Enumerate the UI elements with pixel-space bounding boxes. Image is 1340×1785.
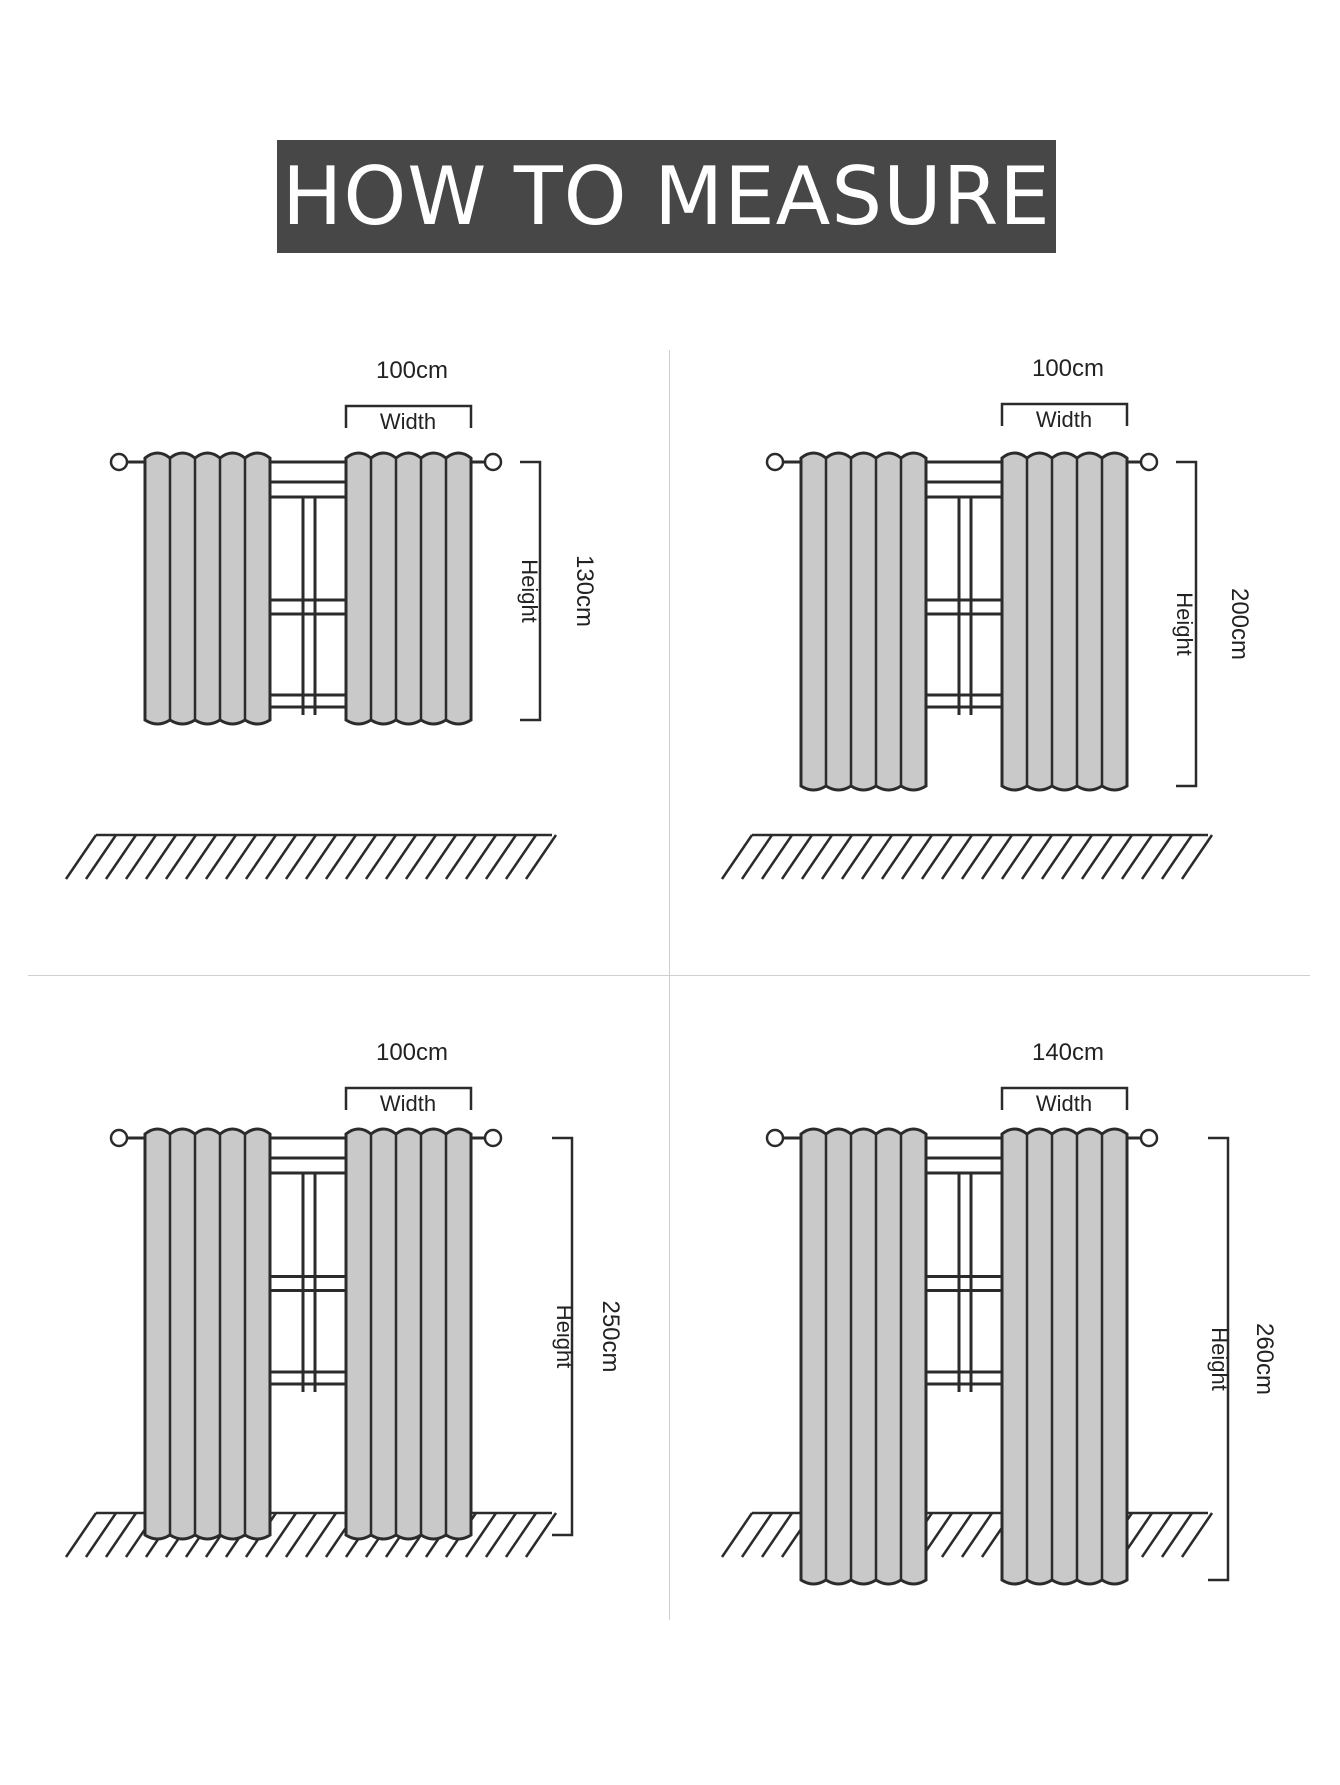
width-value: 100cm bbox=[375, 1039, 449, 1066]
floor-hatch bbox=[722, 1513, 1212, 1557]
width-value: 100cm bbox=[1031, 355, 1105, 382]
height-value: 250cm bbox=[597, 1300, 624, 1373]
rod-finial-right bbox=[485, 1130, 501, 1146]
curtain-left bbox=[145, 1129, 270, 1539]
curtain-left bbox=[801, 453, 926, 790]
curtain-right bbox=[1002, 453, 1127, 790]
width-label: Width bbox=[379, 1091, 437, 1116]
floor-hatch bbox=[66, 1513, 556, 1557]
curtain-right bbox=[1002, 1129, 1127, 1584]
curtain-left bbox=[145, 453, 270, 724]
rod-finial-left bbox=[767, 1130, 783, 1146]
curtain-panel-c bbox=[66, 1039, 624, 1557]
height-label: Height bbox=[1207, 1327, 1232, 1391]
window-frame bbox=[268, 1158, 350, 1392]
height-label: Height bbox=[1172, 592, 1197, 656]
width-label: Width bbox=[379, 409, 437, 434]
floor-hatch bbox=[66, 835, 556, 879]
rod-finial-right bbox=[1141, 1130, 1157, 1146]
rod-finial-left bbox=[111, 454, 127, 470]
curtain-right bbox=[346, 1129, 471, 1539]
rod-finial-right bbox=[485, 454, 501, 470]
height-value: 130cm bbox=[571, 554, 598, 628]
curtain-left bbox=[801, 1129, 926, 1584]
width-label: Width bbox=[1035, 407, 1093, 432]
floor-hatch bbox=[722, 835, 1212, 879]
width-label: Width bbox=[1035, 1091, 1093, 1116]
curtain-right bbox=[346, 453, 471, 724]
width-value: 140cm bbox=[1031, 1039, 1105, 1066]
curtain-panel-d bbox=[722, 1039, 1278, 1584]
window-frame bbox=[924, 1158, 1006, 1392]
height-label: Height bbox=[552, 1304, 577, 1369]
curtain-panel-b bbox=[722, 355, 1253, 879]
window-frame bbox=[924, 482, 1006, 715]
page-title: HOW TO MEASURE bbox=[282, 150, 1051, 243]
window-frame bbox=[268, 482, 350, 715]
height-value: 200cm bbox=[1226, 587, 1253, 661]
width-value: 100cm bbox=[375, 357, 449, 384]
curtain-panel-a bbox=[66, 357, 598, 879]
height-label: Height bbox=[517, 559, 542, 623]
rod-finial-left bbox=[111, 1130, 127, 1146]
rod-finial-right bbox=[1141, 454, 1157, 470]
height-value: 260cm bbox=[1251, 1322, 1278, 1396]
rod-finial-left bbox=[767, 454, 783, 470]
